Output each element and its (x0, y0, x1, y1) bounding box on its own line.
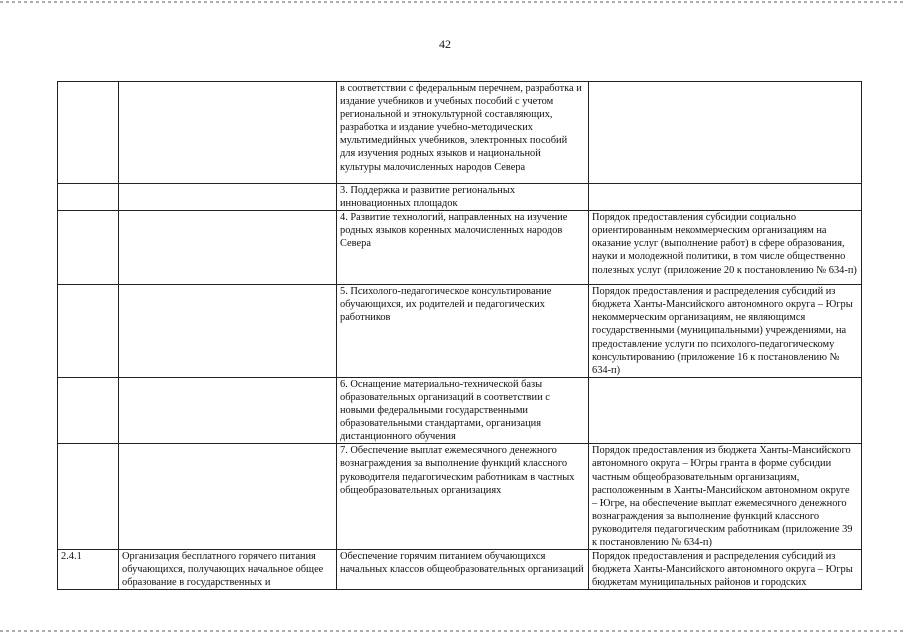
cell-measure: 6. Оснащение материально-технической базы образовательных организаций в соответствии с новыми федеральными государственными образовательными стандартами, организация дистанционного обучения (337, 377, 589, 443)
table-row (58, 550, 862, 590)
cell-task (119, 377, 337, 443)
cell-task (119, 211, 337, 285)
table-row (58, 184, 862, 211)
cell-number (58, 444, 119, 550)
cell-measure: 3. Поддержка и развитие региональных инновационных площадок (337, 184, 589, 211)
cell-document: Порядок предоставления из бюджета Ханты-Мансийского автономного округа – Югры гранта в форме субсидии частным общеобразовательным организациям, расположенным в Ханты-Мансийском автономном округе – Югре, на обеспечение выплат ежемесячного денежного вознаграждения за выполнение функций классного руководителя педагогическим работникам (приложение 39 к постановлению № 634-п) (589, 444, 862, 550)
cell-document: Порядок предоставления и распределения субсидий из бюджета Ханты-Мансийского автономного округа – Югры бюджетам муниципальных районов и городских (589, 550, 862, 590)
cell-document (589, 184, 862, 211)
cell-measure: 4. Развитие технологий, направленных на изучение родных языков коренных малочисленных народов Севера (337, 211, 589, 285)
table-row (58, 285, 862, 378)
cell-number (58, 82, 119, 184)
table-row (58, 82, 862, 184)
table-row (58, 444, 862, 550)
cell-number (58, 211, 119, 285)
page-number: 42 (439, 37, 451, 51)
cell-number (58, 184, 119, 211)
program-table (57, 81, 862, 590)
table-row (58, 211, 862, 285)
cell-measure: в соответствии с федеральным перечнем, разработка и издание учебников и учебных пособий с учетом региональной и этнокультурной составляющих, разработка и издание учебно-методических мультимедийных учебников, электронных пособий для изучения родных языков и национальной культуры малочисленных народов Севера (337, 82, 589, 184)
cell-task (119, 82, 337, 184)
scan-edge-top (0, 1, 905, 3)
cell-measure: 5. Психолого-педагогическое консультирование обучающихся, их родителей и педагогических работников (337, 285, 589, 378)
table-row (58, 377, 862, 443)
cell-measure: Обеспечение горячим питанием обучающихся начальных классов общеобразовательных организаций (337, 550, 589, 590)
cell-document: Порядок предоставления и распределения субсидий из бюджета Ханты-Мансийского автономного округа – Югры некоммерческим организациям, не являющимся государственными (муниципальными) учреждениями, на предоставление услуги по психолого-педагогическому консультированию (приложение 16 к постановлению № 634-п) (589, 285, 862, 378)
cell-task (119, 285, 337, 378)
cell-measure: 7. Обеспечение выплат ежемесячного денежного вознаграждения за выполнение функций классного руководителя педагогическим работникам в частных общеобразовательных организациях (337, 444, 589, 550)
cell-document (589, 377, 862, 443)
cell-task (119, 184, 337, 211)
cell-number: 2.4.1 (58, 550, 119, 590)
cell-number (58, 377, 119, 443)
scan-edge-bottom (0, 630, 905, 632)
cell-task: Организация бесплатного горячего питания обучающихся, получающих начальное общее образование в государственных и (119, 550, 337, 590)
cell-document (589, 82, 862, 184)
cell-task (119, 444, 337, 550)
cell-document: Порядок предоставления субсидии социально ориентированным некоммерческим организациям на оказание услуг (выполнение работ) в сфере образования, науки и молодежной политики, в том числе общественно полезных услуг (приложение 20 к постановлению № 634-п) (589, 211, 862, 285)
cell-number (58, 285, 119, 378)
